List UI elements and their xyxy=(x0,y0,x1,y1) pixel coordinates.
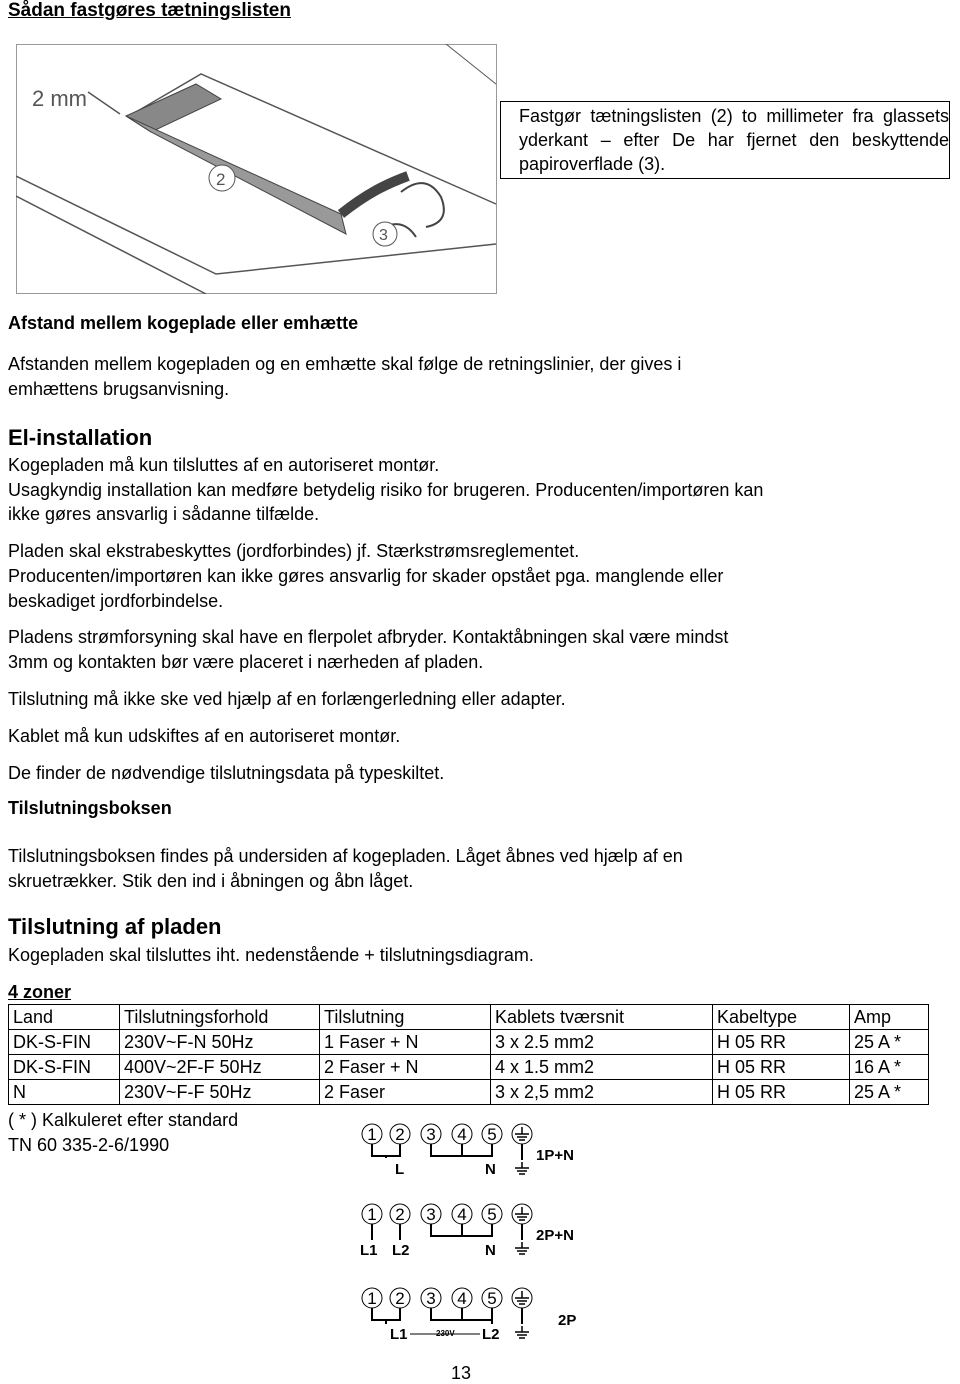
table-cell: H 05 RR xyxy=(713,1055,850,1080)
section-heading-connection: Tilslutning af pladen xyxy=(8,914,222,939)
table-header-cell: Kabeltype xyxy=(713,1005,850,1030)
table-cell: 4 x 1.5 mm2 xyxy=(491,1055,713,1080)
table-cell: DK-S-FIN xyxy=(9,1055,120,1080)
terminal-1: 1 xyxy=(367,1125,377,1144)
table-cell: 1 Faser + N xyxy=(320,1030,491,1055)
connection-table xyxy=(8,1004,929,1105)
distance-text-line1: Afstanden mellem kogepladen og en emhætte skal følge de retningslinier, der gives i xyxy=(8,354,682,374)
el-text-line7: Pladens strømforsyning skal have en flerpolet afbryder. Kontaktåbningen skal være mindst xyxy=(8,627,729,647)
el-text-line11: De finder de nødvendige tilslutningsdata på typeskiltet. xyxy=(8,763,445,783)
el-text-line6: beskadiget jordforbindelse. xyxy=(8,591,224,611)
terminal-3: 3 xyxy=(426,1289,436,1308)
el-text-line3: ikke gøres ansvarlig i sådanne tilfælde. xyxy=(8,504,320,524)
table-row xyxy=(9,1080,929,1105)
terminal-4: 4 xyxy=(457,1205,467,1224)
table-cell: 2 Faser xyxy=(320,1080,491,1105)
terminal-5: 5 xyxy=(487,1205,497,1224)
wiring-diagram-2p xyxy=(350,1282,600,1348)
figure-caption: Fastgør tætningslisten (2) to millimeter fra glassets yderkant – efter De har fjernet den beskyttende papiroverflade (3). xyxy=(500,101,950,179)
label-n: N xyxy=(485,1242,496,1259)
el-text-line4: Pladen skal ekstrabeskyttes (jordforbindes) jf. Stærkstrømsreglementet. xyxy=(8,541,580,561)
table-header-cell: Land xyxy=(9,1005,120,1030)
terminal-4: 4 xyxy=(457,1125,467,1144)
table-cell: 25 A * xyxy=(850,1030,929,1055)
table-cell: N xyxy=(9,1080,120,1105)
wiring-diagram-1p-n xyxy=(350,1118,600,1188)
el-text-line9: Tilslutning må ikke ske ved hjælp af en forlængerledning eller adapter. xyxy=(8,689,566,709)
wiring-diagram-2p-n xyxy=(350,1198,600,1268)
table-cell: 230V~F-F 50Hz xyxy=(120,1080,320,1105)
table-row xyxy=(9,1030,929,1055)
table-cell: 230V~F-N 50Hz xyxy=(120,1030,320,1055)
terminal-4: 4 xyxy=(457,1289,467,1308)
el-text-line5: Producenten/importøren kan ikke gøres ansvarlig for skader opstået pga. manglende eller xyxy=(8,566,724,586)
ground-symbol-icon xyxy=(515,1162,529,1174)
terminal-3: 3 xyxy=(426,1205,436,1224)
el-text-line1: Kogepladen må kun tilsluttes af en autoriseret montør. xyxy=(8,455,440,475)
terminal-2: 2 xyxy=(395,1289,405,1308)
table-cell: DK-S-FIN xyxy=(9,1030,120,1055)
terminal-3: 3 xyxy=(426,1125,436,1144)
table-cell: H 05 RR xyxy=(713,1080,850,1105)
box-text-line1: Tilslutningsboksen findes på undersiden af kogepladen. Låget åbnes ved hjælp af en xyxy=(8,846,683,866)
terminal-2: 2 xyxy=(395,1205,405,1224)
ground-symbol-icon xyxy=(515,1242,529,1254)
ground-symbol-icon xyxy=(515,1326,529,1338)
el-text-line8: 3mm og kontakten bør være placeret i nærheden af pladen. xyxy=(8,652,484,672)
label-n: N xyxy=(485,1161,496,1178)
table-header-cell: Kablets tværsnit xyxy=(491,1005,713,1030)
el-text-line2: Usagkyndig installation kan medføre betydelig risiko for brugeren. Producenten/importøren kan xyxy=(8,480,764,500)
el-text-line10: Kablet må kun udskiftes af en autoriseret montør. xyxy=(8,726,401,746)
table-cell: 25 A * xyxy=(850,1080,929,1105)
zones-label: 4 zoner xyxy=(8,982,72,1002)
table-cell: 400V~2F-F 50Hz xyxy=(120,1055,320,1080)
label-l2: L2 xyxy=(482,1326,500,1343)
table-cell: 16 A * xyxy=(850,1055,929,1080)
page-number: 13 xyxy=(451,1363,472,1383)
table-cell: 2 Faser + N xyxy=(320,1055,491,1080)
table-header-cell: Tilslutningsforhold xyxy=(120,1005,320,1030)
terminal-1: 1 xyxy=(367,1289,377,1308)
table-header-row xyxy=(9,1005,929,1030)
distance-text-line2: emhættens brugsanvisning. xyxy=(8,379,230,399)
ground-icon xyxy=(515,1207,529,1220)
table-header-cell: Amp xyxy=(850,1005,929,1030)
type-2p-n: 2P+N xyxy=(536,1227,574,1244)
callout-2: 2 xyxy=(216,170,226,189)
terminal-5: 5 xyxy=(487,1125,497,1144)
label-l: L xyxy=(395,1161,405,1178)
page-title: Sådan fastgøres tætningslisten xyxy=(8,0,291,21)
table-header-cell: Tilslutning xyxy=(320,1005,491,1030)
label-l1: L1 xyxy=(390,1326,408,1343)
ground-icon xyxy=(515,1127,529,1140)
callout-3: 3 xyxy=(379,227,388,244)
box-text-line2: skruetrækker. Stik den ind i åbningen og åbn låget. xyxy=(8,871,414,891)
label-l1: L1 xyxy=(360,1242,378,1259)
section-heading-el: El-installation xyxy=(8,425,153,450)
type-2p: 2P xyxy=(558,1312,577,1329)
seal-strip-figure xyxy=(16,44,497,294)
terminal-5: 5 xyxy=(487,1289,497,1308)
label-l2: L2 xyxy=(392,1242,410,1259)
footnote-line2: TN 60 335-2-6/1990 xyxy=(8,1135,170,1155)
footnote-line1: ( * ) Kalkuleret efter standard xyxy=(8,1110,239,1130)
connection-intro: Kogepladen skal tilsluttes iht. nedenstående + tilslutningsdiagram. xyxy=(8,945,534,965)
terminal-2: 2 xyxy=(395,1125,405,1144)
label-2mm: 2 mm xyxy=(32,86,87,111)
section-heading-box: Tilslutningsboksen xyxy=(8,798,172,818)
type-1p-n: 1P+N xyxy=(536,1147,574,1164)
ground-icon xyxy=(515,1291,529,1304)
section-heading-distance: Afstand mellem kogeplade eller emhætte xyxy=(8,313,359,333)
table-cell: 3 x 2.5 mm2 xyxy=(491,1030,713,1055)
table-row xyxy=(9,1055,929,1080)
table-cell: H 05 RR xyxy=(713,1030,850,1055)
label-230v: 230V xyxy=(436,1329,455,1338)
table-cell: 3 x 2,5 mm2 xyxy=(491,1080,713,1105)
terminal-1: 1 xyxy=(367,1205,377,1224)
